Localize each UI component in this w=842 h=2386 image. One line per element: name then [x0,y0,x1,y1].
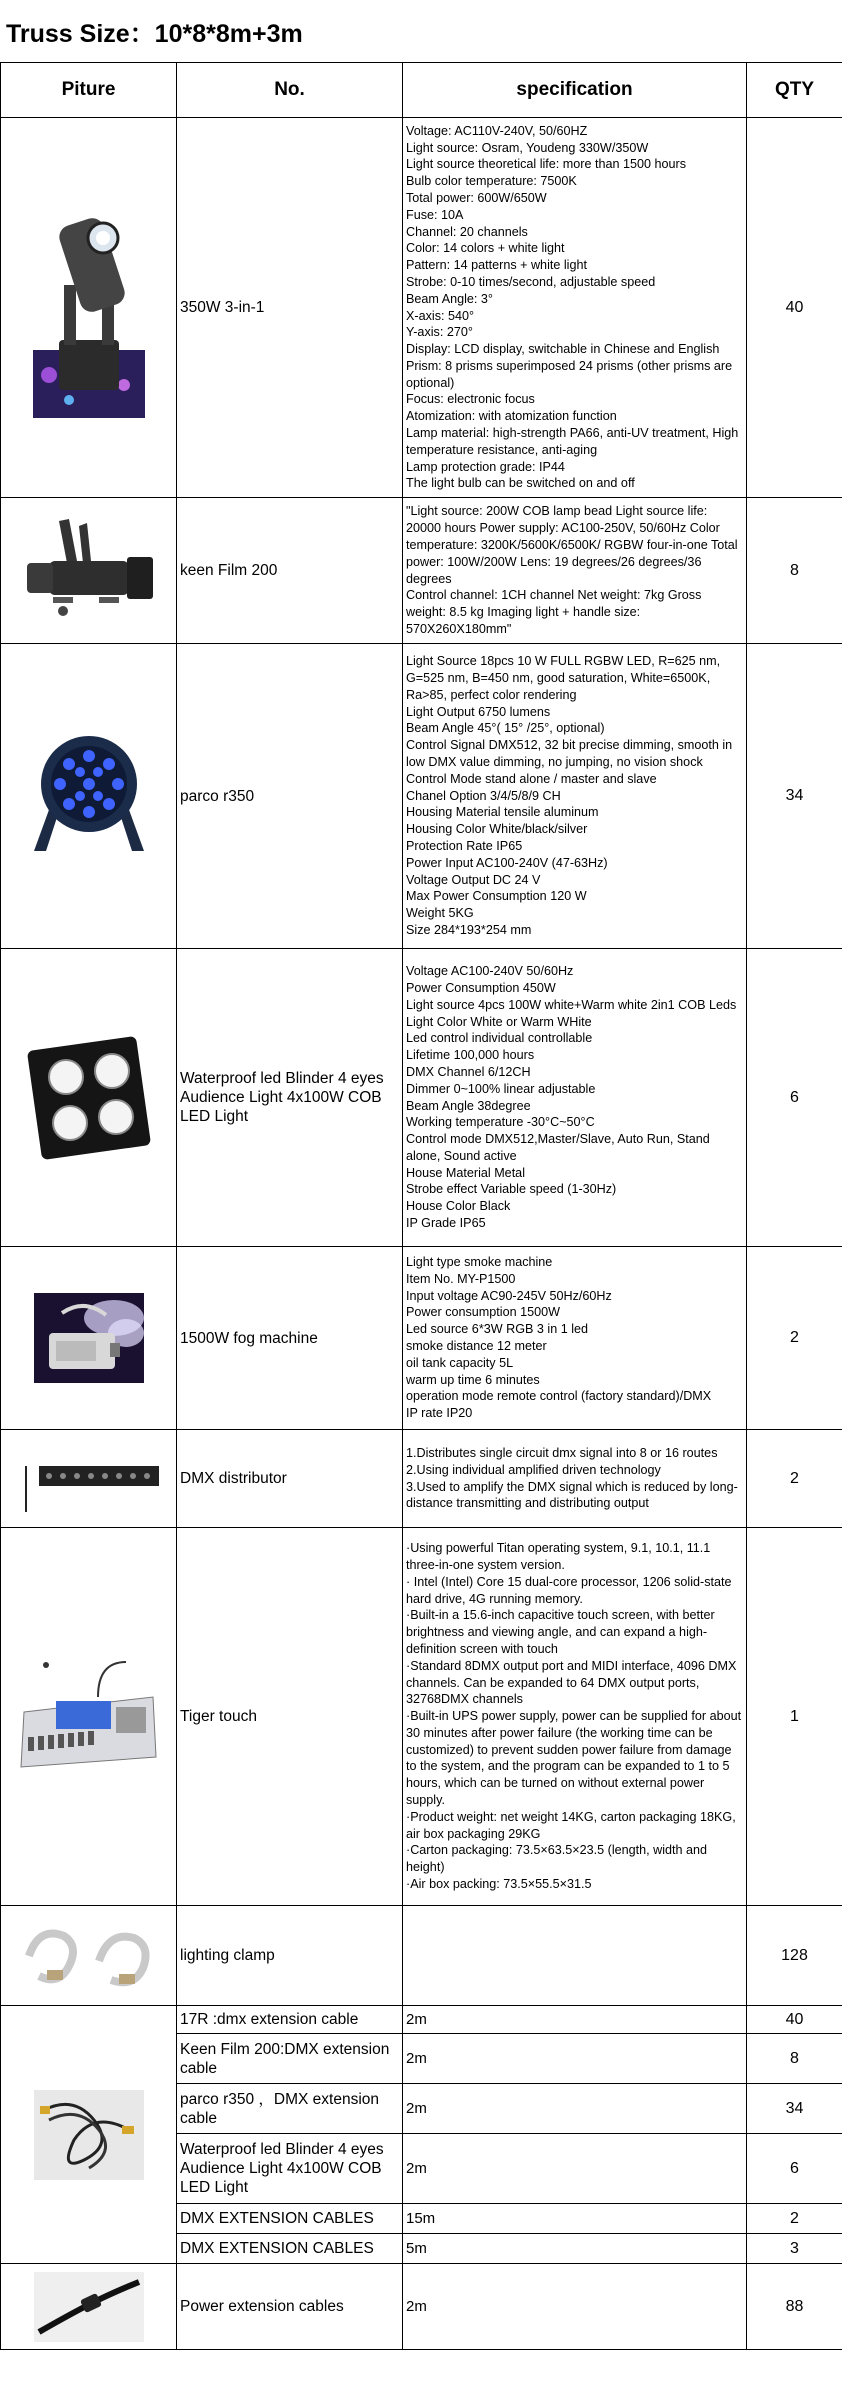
table-header-row [1,63,842,118]
cable-qty: 6 [747,2134,842,2204]
cable-qty: 2 [747,2204,842,2234]
cable-name: Keen Film 200:DMX extension cable [177,2034,403,2084]
cable-name: Waterproof led Blinder 4 eyes Audience Light 4x100W COB LED Light [177,2134,403,2204]
dmx-distributor-image [1,1430,177,1528]
cable-qty: 3 [747,2234,842,2264]
product-spec: 1.Distributes single circuit dmx signal into 8 or 16 routes 2.Using individual amplified driven technology 3.Used to amplify the DMX signal which is reduced by long-distance transmitting and distributing output [403,1430,747,1528]
product-qty: 6 [747,949,842,1247]
clamp-image [1,1906,177,2006]
table-row [1,118,842,498]
table-row [1,1528,842,1906]
cable-name: DMX EXTENSION CABLES [177,2234,403,2264]
product-qty: 40 [747,118,842,498]
product-qty: 88 [747,2264,842,2350]
cable-qty: 40 [747,2006,842,2034]
product-name: 350W 3-in-1 [177,118,403,498]
product-spec: Light Source 18pcs 10 W FULL RGBW LED, R=625 nm, G=525 nm, B=450 nm, good saturation, White=6500K, Ra>85, perfect color rendering Light Output 6750 lumens Beam Angle 45°( 15° /25°, optional) Control Signal DMX512, 32 bit precise dimming, smooth in low DMX value dimming, no jumping, no vision shock Control Mode stand alone / master and slave Chanel Option 3/4/5/8/9 CH Housing Material tensile aluminum Housing Color White/black/silver Protection Rate IP65 Power Input AC100-240V (47-63Hz) Voltage Output DC 24 V Max Power Consumption 120 W Weight 5KG Size 284*193*254 mm [403,644,747,949]
table-row [1,1430,842,1528]
lighting-console-image [1,1528,177,1906]
product-name: parco r350 [177,644,403,949]
product-qty: 34 [747,644,842,949]
cable-spec: 2m [403,2084,747,2134]
product-name: Power extension cables [177,2264,403,2350]
moving-head-light-image [1,118,177,498]
cable-qty: 34 [747,2084,842,2134]
cable-name: DMX EXTENSION CABLES [177,2204,403,2234]
blinder-light-image [1,949,177,1247]
header-qty: QTY [747,63,842,118]
product-spec: Light type smoke machine Item No. MY-P1500 Input voltage AC90-245V 50Hz/60Hz Power consumption 1500W Led source 6*3W RGB 3 in 1 led smoke distance 12 meter oil tank capacity 5L warm up time 6 minutes operation mode remote control (factory standard)/DMX IP rate IP20 [403,1247,747,1430]
table-row [1,498,842,644]
led-par-light-image [1,644,177,949]
product-qty: 8 [747,498,842,644]
product-spec: "Light source: 200W COB lamp bead Light source life: 20000 hours Power supply: AC100-250V, 50/60Hz Color temperature: 3200K/5600K/6500K/ RGBW four-in-one Total power: 100W/200W Lens: 19 degrees/26 degrees/36 degrees Control channel: 1CH channel Net weight: 7kg Gross weight: 8.5 kg Imaging light + handle size: 570X260X180mm" [403,498,747,644]
header-picture: Piture [1,63,177,118]
equipment-table [0,62,842,2350]
product-spec [403,1906,747,2006]
product-name: keen Film 200 [177,498,403,644]
product-qty: 128 [747,1906,842,2006]
page-title: Truss Size：10*8*8m+3m [6,20,303,48]
product-name: 1500W fog machine [177,1247,403,1430]
product-spec: 2m [403,2264,747,2350]
cable-spec: 2m [403,2006,747,2034]
dmx-cable-image [1,2006,177,2264]
power-cable-image [1,2264,177,2350]
cable-spec: 2m [403,2134,747,2204]
header-no: No. [177,63,403,118]
product-spec: Voltage: AC110V-240V, 50/60HZ Light source: Osram, Youdeng 330W/350W Light source theoretical life: more than 1500 hours Bulb color temperature: 7500K Total power: 600W/650W Fuse: 10A Channel: 20 channels Color: 14 colors + white light Pattern: 14 patterns + white light Strobe: 0-10 times/second, adjustable speed Beam Angle: 3° X-axis: 540° Y-axis: 270° Display: LCD display, switchable in Chinese and English Prism: 8 prisms superimposed 24 prisms (other prisms are optional) Focus: electronic focus Atomization: with atomization function Lamp material: high-strength PA66, anti-UV treatment, High temperature resistance, anti-aging Lamp protection grade: IP44 The light bulb can be switched on and off [403,118,747,498]
table-row [1,2264,842,2350]
product-qty: 2 [747,1247,842,1430]
cable-spec: 15m [403,2204,747,2234]
table-row [1,1906,842,2006]
cable-spec: 5m [403,2234,747,2264]
product-spec: ·Using powerful Titan operating system, 9.1, 10.1, 11.1 three-in-one system version. · Intel (Intel) Core 15 dual-core processor, 1206 solid-state hard drive, 4G running memory. ·Built-in a 15.6-inch capacitive touch screen, with better brightness and viewing angle, and can expand a high-definition screen with touch ·Standard 8DMX output port and MIDI interface, 4096 DMX channels. Can be expanded to 64 DMX output ports, 32768DMX channels ·Built-in UPS power supply, power can be supplied for about 30 minutes after power failure (the working time can be customized) to prevent sudden power failure from damage to the system, and the program can be expanded to 1 to 5 hours, which can be turned on without external power supply. ·Product weight: net weight 14KG, carton packaging 18KG, air box packaging 29KG ·Carton packaging: 73.5×63.5×23.5 (length, width and height) ·Air box packing: 73.5×55.5×31.5 [403,1528,747,1906]
fog-machine-image [1,1247,177,1430]
product-name: Tiger touch [177,1528,403,1906]
table-row [1,2006,842,2034]
table-row [1,949,842,1247]
product-qty: 2 [747,1430,842,1528]
header-spec: specification [403,63,747,118]
product-qty: 1 [747,1528,842,1906]
cable-name: 17R :dmx extension cable [177,2006,403,2034]
product-name: DMX distributor [177,1430,403,1528]
product-name: Waterproof led Blinder 4 eyes Audience Light 4x100W COB LED Light [177,949,403,1247]
product-name: lighting clamp [177,1906,403,2006]
product-spec: Voltage AC100-240V 50/60Hz Power Consumption 450W Light source 4pcs 100W white+Warm white 2in1 COB Leds Light Color White or Warm WHite Led control individual controllable Lifetime 100,000 hours DMX Channel 6/12CH Dimmer 0~100% linear adjustable Beam Angle 38degree Working temperature -30°C~50°C Control mode DMX512,Master/Slave, Auto Run, Stand alone, Sound active House Material Metal Strobe effect Variable speed (1-30Hz) House Color Black IP Grade IP65 [403,949,747,1247]
table-row [1,644,842,949]
cable-spec: 2m [403,2034,747,2084]
cable-name: parco r350 ，DMX extension cable [177,2084,403,2134]
profile-spotlight-image [1,498,177,644]
cable-qty: 8 [747,2034,842,2084]
table-row [1,1247,842,1430]
